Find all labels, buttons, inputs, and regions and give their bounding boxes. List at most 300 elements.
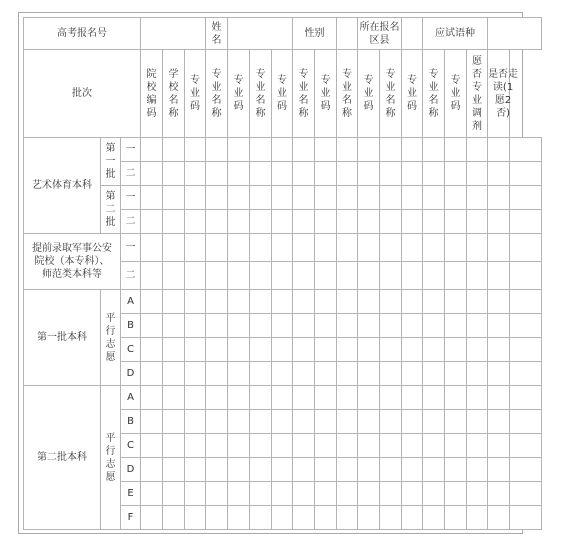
entry-cell[interactable] — [337, 262, 358, 290]
entry-cell[interactable] — [445, 506, 467, 530]
entry-cell[interactable] — [488, 434, 510, 458]
entry-cell[interactable] — [141, 262, 163, 290]
entry-cell[interactable] — [423, 386, 445, 410]
entry-cell[interactable] — [272, 162, 293, 186]
entry-cell[interactable] — [272, 338, 293, 362]
entry-cell[interactable] — [228, 338, 250, 362]
entry-cell[interactable] — [141, 210, 163, 234]
entry-cell[interactable] — [228, 234, 250, 262]
entry-cell[interactable] — [380, 458, 402, 482]
entry-cell[interactable] — [141, 362, 163, 386]
entry-cell[interactable] — [141, 290, 163, 314]
entry-cell[interactable] — [315, 186, 337, 210]
entry-cell[interactable] — [510, 386, 542, 410]
entry-cell[interactable] — [206, 186, 228, 210]
entry-cell[interactable] — [488, 210, 510, 234]
entry-cell[interactable] — [206, 434, 228, 458]
entry-cell[interactable] — [423, 162, 445, 186]
entry-cell[interactable] — [206, 362, 228, 386]
entry-cell[interactable] — [467, 290, 488, 314]
entry-cell[interactable] — [467, 482, 488, 506]
entry-cell[interactable] — [185, 338, 206, 362]
entry-cell[interactable] — [423, 314, 445, 338]
entry-cell[interactable] — [206, 162, 228, 186]
entry-cell[interactable] — [467, 506, 488, 530]
entry-cell[interactable] — [445, 338, 467, 362]
entry-cell[interactable] — [141, 314, 163, 338]
entry-cell[interactable] — [185, 362, 206, 386]
entry-cell[interactable] — [206, 410, 228, 434]
entry-cell[interactable] — [228, 434, 250, 458]
entry-cell[interactable] — [488, 506, 510, 530]
entry-cell[interactable] — [337, 362, 358, 386]
entry-cell[interactable] — [250, 314, 272, 338]
entry-cell[interactable] — [250, 186, 272, 210]
entry-cell[interactable] — [163, 234, 185, 262]
entry-cell[interactable] — [337, 186, 358, 210]
entry-cell[interactable] — [510, 338, 542, 362]
entry-cell[interactable] — [358, 410, 380, 434]
entry-cell[interactable] — [315, 290, 337, 314]
entry-cell[interactable] — [315, 314, 337, 338]
col-adjust: 愿否专业调剂 — [467, 50, 488, 138]
entry-cell[interactable] — [445, 186, 467, 210]
entry-cell[interactable] — [423, 186, 445, 210]
entry-cell[interactable] — [272, 434, 293, 458]
entry-cell[interactable] — [141, 162, 163, 186]
entry-cell[interactable] — [510, 506, 542, 530]
entry-cell[interactable] — [163, 210, 185, 234]
entry-cell[interactable] — [510, 290, 542, 314]
entry-cell[interactable] — [402, 434, 423, 458]
entry-cell[interactable] — [315, 210, 337, 234]
entry-cell[interactable] — [402, 410, 423, 434]
entry-cell[interactable] — [423, 210, 445, 234]
entry-cell[interactable] — [467, 386, 488, 410]
entry-cell[interactable] — [185, 434, 206, 458]
entry-cell[interactable] — [510, 362, 542, 386]
entry-cell[interactable] — [163, 290, 185, 314]
gender-field[interactable] — [337, 18, 358, 50]
entry-cell[interactable] — [293, 410, 315, 434]
entry-cell[interactable] — [315, 262, 337, 290]
entry-cell[interactable] — [423, 410, 445, 434]
entry-cell[interactable] — [185, 314, 206, 338]
entry-cell[interactable] — [510, 410, 542, 434]
entry-cell[interactable] — [358, 290, 380, 314]
entry-cell[interactable] — [488, 338, 510, 362]
entry-cell[interactable] — [228, 410, 250, 434]
entry-cell[interactable] — [250, 410, 272, 434]
entry-cell[interactable] — [445, 458, 467, 482]
entry-cell[interactable] — [337, 458, 358, 482]
entry-cell[interactable] — [185, 290, 206, 314]
entry-cell[interactable] — [250, 386, 272, 410]
entry-cell[interactable] — [402, 386, 423, 410]
entry-cell[interactable] — [206, 210, 228, 234]
entry-cell[interactable] — [228, 162, 250, 186]
entry-cell[interactable] — [402, 162, 423, 186]
entry-cell[interactable] — [141, 434, 163, 458]
entry-cell[interactable] — [228, 210, 250, 234]
entry-cell[interactable] — [272, 186, 293, 210]
entry-cell[interactable] — [206, 386, 228, 410]
entry-cell[interactable] — [141, 482, 163, 506]
entry-cell[interactable] — [467, 138, 488, 162]
entry-cell[interactable] — [185, 262, 206, 290]
entry-cell[interactable] — [402, 138, 423, 162]
entry-cell[interactable] — [293, 138, 315, 162]
entry-cell[interactable] — [445, 290, 467, 314]
entry-cell[interactable] — [315, 434, 337, 458]
entry-cell[interactable] — [402, 262, 423, 290]
entry-cell[interactable] — [510, 314, 542, 338]
entry-cell[interactable] — [358, 362, 380, 386]
entry-cell[interactable] — [185, 482, 206, 506]
entry-cell[interactable] — [141, 234, 163, 262]
entry-cell[interactable] — [423, 290, 445, 314]
entry-cell[interactable] — [228, 262, 250, 290]
entry-cell[interactable] — [141, 410, 163, 434]
entry-cell[interactable] — [293, 434, 315, 458]
entry-cell[interactable] — [293, 162, 315, 186]
entry-cell[interactable] — [185, 162, 206, 186]
entry-cell[interactable] — [423, 338, 445, 362]
entry-cell[interactable] — [315, 458, 337, 482]
entry-cell[interactable] — [488, 290, 510, 314]
entry-cell[interactable] — [488, 482, 510, 506]
entry-cell[interactable] — [402, 314, 423, 338]
entry-cell[interactable] — [163, 386, 185, 410]
entry-cell[interactable] — [250, 262, 272, 290]
entry-cell[interactable] — [315, 482, 337, 506]
entry-cell[interactable] — [510, 138, 542, 162]
entry-cell[interactable] — [380, 186, 402, 210]
entry-cell[interactable] — [228, 506, 250, 530]
entry-cell[interactable] — [510, 162, 542, 186]
entry-cell[interactable] — [141, 506, 163, 530]
entry-cell[interactable] — [272, 210, 293, 234]
entry-cell[interactable] — [402, 482, 423, 506]
entry-cell[interactable] — [163, 482, 185, 506]
entry-cell[interactable] — [380, 386, 402, 410]
entry-cell[interactable] — [206, 290, 228, 314]
entry-cell[interactable] — [337, 234, 358, 262]
entry-cell[interactable] — [185, 186, 206, 210]
entry-cell[interactable] — [163, 434, 185, 458]
entry-cell[interactable] — [467, 338, 488, 362]
entry-cell[interactable] — [250, 210, 272, 234]
entry-cell[interactable] — [380, 290, 402, 314]
entry-cell[interactable] — [358, 186, 380, 210]
entry-cell[interactable] — [272, 138, 293, 162]
entry-cell[interactable] — [206, 234, 228, 262]
entry-cell[interactable] — [488, 234, 510, 262]
entry-cell[interactable] — [488, 138, 510, 162]
entry-cell[interactable] — [488, 386, 510, 410]
entry-cell[interactable] — [510, 262, 542, 290]
col-major-code-3: 专业码 — [272, 50, 293, 138]
entry-cell[interactable] — [402, 290, 423, 314]
entry-cell[interactable] — [272, 410, 293, 434]
entry-cell[interactable] — [488, 262, 510, 290]
second-parallel-label: 平行志愿 — [101, 386, 121, 530]
entry-cell[interactable] — [467, 162, 488, 186]
entry-cell[interactable] — [358, 386, 380, 410]
entry-cell[interactable] — [402, 210, 423, 234]
entry-cell[interactable] — [206, 506, 228, 530]
entry-cell[interactable] — [445, 482, 467, 506]
entry-cell[interactable] — [337, 290, 358, 314]
entry-cell[interactable] — [402, 234, 423, 262]
entry-cell[interactable] — [163, 314, 185, 338]
entry-cell[interactable] — [380, 138, 402, 162]
entry-cell[interactable] — [510, 434, 542, 458]
entry-cell[interactable] — [293, 338, 315, 362]
entry-cell[interactable] — [423, 234, 445, 262]
entry-cell[interactable] — [315, 410, 337, 434]
entry-cell[interactable] — [337, 482, 358, 506]
entry-cell[interactable] — [445, 234, 467, 262]
entry-cell[interactable] — [272, 262, 293, 290]
entry-cell[interactable] — [206, 262, 228, 290]
entry-cell[interactable] — [315, 362, 337, 386]
entry-cell[interactable] — [206, 138, 228, 162]
entry-cell[interactable] — [250, 290, 272, 314]
entry-cell[interactable] — [293, 210, 315, 234]
entry-cell[interactable] — [402, 186, 423, 210]
entry-cell[interactable] — [293, 362, 315, 386]
entry-cell[interactable] — [337, 434, 358, 458]
entry-cell[interactable] — [163, 458, 185, 482]
col-major-code-7: 专业码 — [445, 50, 467, 138]
entry-cell[interactable] — [445, 314, 467, 338]
entry-cell[interactable] — [272, 290, 293, 314]
entry-cell[interactable] — [467, 410, 488, 434]
entry-cell[interactable] — [185, 210, 206, 234]
entry-cell[interactable] — [163, 162, 185, 186]
second-undergrad-row-A — [24, 386, 542, 410]
entry-cell[interactable] — [380, 506, 402, 530]
entry-cell[interactable] — [141, 458, 163, 482]
entry-cell[interactable] — [445, 162, 467, 186]
entry-cell[interactable] — [141, 186, 163, 210]
entry-cell[interactable] — [488, 162, 510, 186]
first-undergrad-row-A — [24, 290, 542, 314]
entry-cell[interactable] — [141, 386, 163, 410]
entry-cell[interactable] — [358, 234, 380, 262]
entry-cell[interactable] — [250, 458, 272, 482]
entry-cell[interactable] — [228, 314, 250, 338]
entry-cell[interactable] — [206, 338, 228, 362]
entry-cell[interactable] — [293, 386, 315, 410]
entry-cell[interactable] — [510, 234, 542, 262]
entry-cell[interactable] — [402, 338, 423, 362]
entry-cell[interactable] — [337, 386, 358, 410]
entry-cell[interactable] — [402, 362, 423, 386]
entry-cell[interactable] — [185, 138, 206, 162]
entry-cell[interactable] — [380, 362, 402, 386]
entry-cell[interactable] — [380, 434, 402, 458]
entry-cell[interactable] — [423, 482, 445, 506]
entry-cell[interactable] — [488, 458, 510, 482]
entry-cell[interactable] — [423, 362, 445, 386]
entry-cell[interactable] — [358, 210, 380, 234]
entry-cell[interactable] — [358, 434, 380, 458]
entry-cell[interactable] — [510, 210, 542, 234]
entry-cell[interactable] — [228, 482, 250, 506]
entry-cell[interactable] — [337, 210, 358, 234]
entry-cell[interactable] — [358, 458, 380, 482]
entry-cell[interactable] — [467, 234, 488, 262]
entry-cell[interactable] — [272, 458, 293, 482]
entry-cell[interactable] — [293, 186, 315, 210]
entry-cell[interactable] — [315, 386, 337, 410]
entry-cell[interactable] — [467, 186, 488, 210]
entry-cell[interactable] — [250, 362, 272, 386]
district-field[interactable] — [402, 18, 423, 50]
entry-cell[interactable] — [488, 410, 510, 434]
entry-cell[interactable] — [445, 434, 467, 458]
entry-cell[interactable] — [337, 506, 358, 530]
entry-cell[interactable] — [467, 210, 488, 234]
entry-cell[interactable] — [380, 482, 402, 506]
entry-cell[interactable] — [337, 338, 358, 362]
language-field[interactable] — [488, 18, 542, 50]
entry-cell[interactable] — [423, 138, 445, 162]
entry-cell[interactable] — [358, 482, 380, 506]
entry-cell[interactable] — [510, 186, 542, 210]
entry-cell[interactable] — [163, 338, 185, 362]
entry-cell[interactable] — [337, 314, 358, 338]
entry-cell[interactable] — [293, 290, 315, 314]
entry-cell[interactable] — [250, 138, 272, 162]
entry-cell[interactable] — [315, 162, 337, 186]
entry-cell[interactable] — [423, 458, 445, 482]
entry-cell[interactable] — [163, 506, 185, 530]
entry-cell[interactable] — [228, 290, 250, 314]
entry-cell[interactable] — [250, 434, 272, 458]
entry-cell[interactable] — [337, 138, 358, 162]
entry-cell[interactable] — [272, 482, 293, 506]
entry-cell[interactable] — [467, 314, 488, 338]
entry-cell[interactable] — [206, 482, 228, 506]
entry-cell[interactable] — [272, 386, 293, 410]
entry-cell[interactable] — [380, 338, 402, 362]
entry-cell[interactable] — [315, 138, 337, 162]
entry-cell[interactable] — [358, 262, 380, 290]
entry-cell[interactable] — [488, 186, 510, 210]
name-field[interactable] — [228, 18, 293, 50]
entry-cell[interactable] — [402, 458, 423, 482]
entry-cell[interactable] — [163, 186, 185, 210]
entry-cell[interactable] — [445, 262, 467, 290]
entry-cell[interactable] — [272, 362, 293, 386]
entry-cell[interactable] — [445, 210, 467, 234]
entry-cell[interactable] — [293, 234, 315, 262]
entry-cell[interactable] — [510, 458, 542, 482]
exam-number-field[interactable] — [141, 18, 206, 50]
entry-cell[interactable] — [423, 262, 445, 290]
entry-cell[interactable] — [185, 234, 206, 262]
entry-cell[interactable] — [206, 314, 228, 338]
entry-cell[interactable] — [163, 262, 185, 290]
entry-cell[interactable] — [315, 338, 337, 362]
entry-cell[interactable] — [272, 506, 293, 530]
entry-cell[interactable] — [250, 506, 272, 530]
entry-cell[interactable] — [293, 314, 315, 338]
entry-cell[interactable] — [423, 506, 445, 530]
entry-cell[interactable] — [250, 234, 272, 262]
entry-cell[interactable] — [337, 410, 358, 434]
entry-cell[interactable] — [185, 386, 206, 410]
entry-cell[interactable] — [358, 138, 380, 162]
entry-cell[interactable] — [358, 314, 380, 338]
entry-cell[interactable] — [380, 162, 402, 186]
entry-cell[interactable] — [380, 410, 402, 434]
entry-cell[interactable] — [293, 262, 315, 290]
entry-cell[interactable] — [380, 234, 402, 262]
entry-cell[interactable] — [163, 410, 185, 434]
entry-cell[interactable] — [445, 362, 467, 386]
entry-cell[interactable] — [272, 314, 293, 338]
entry-cell[interactable] — [250, 162, 272, 186]
entry-cell[interactable] — [185, 458, 206, 482]
entry-cell[interactable] — [510, 482, 542, 506]
entry-cell[interactable] — [358, 506, 380, 530]
entry-cell[interactable] — [315, 234, 337, 262]
entry-cell[interactable] — [163, 362, 185, 386]
entry-cell[interactable] — [358, 162, 380, 186]
entry-cell[interactable] — [163, 138, 185, 162]
entry-cell[interactable] — [358, 338, 380, 362]
entry-cell[interactable] — [206, 458, 228, 482]
entry-cell[interactable] — [488, 362, 510, 386]
entry-cell[interactable] — [272, 234, 293, 262]
second-sub-E: E — [121, 482, 141, 506]
entry-cell[interactable] — [402, 506, 423, 530]
entry-cell[interactable] — [141, 138, 163, 162]
entry-cell[interactable] — [185, 410, 206, 434]
entry-cell[interactable] — [293, 506, 315, 530]
entry-cell[interactable] — [250, 338, 272, 362]
entry-cell[interactable] — [228, 458, 250, 482]
entry-cell[interactable] — [423, 434, 445, 458]
entry-cell[interactable] — [488, 314, 510, 338]
entry-cell[interactable] — [337, 162, 358, 186]
entry-cell[interactable] — [228, 186, 250, 210]
entry-cell[interactable] — [293, 458, 315, 482]
entry-cell[interactable] — [445, 386, 467, 410]
entry-cell[interactable] — [228, 138, 250, 162]
entry-cell[interactable] — [380, 262, 402, 290]
entry-cell[interactable] — [293, 482, 315, 506]
entry-cell[interactable] — [228, 362, 250, 386]
entry-cell[interactable] — [467, 434, 488, 458]
entry-cell[interactable] — [315, 506, 337, 530]
entry-cell[interactable] — [467, 262, 488, 290]
entry-cell[interactable] — [467, 362, 488, 386]
entry-cell[interactable] — [250, 482, 272, 506]
entry-cell[interactable] — [228, 386, 250, 410]
entry-cell[interactable] — [467, 458, 488, 482]
entry-cell[interactable] — [445, 138, 467, 162]
entry-cell[interactable] — [185, 506, 206, 530]
entry-cell[interactable] — [445, 410, 467, 434]
entry-cell[interactable] — [141, 338, 163, 362]
entry-cell[interactable] — [380, 314, 402, 338]
entry-cell[interactable] — [380, 210, 402, 234]
